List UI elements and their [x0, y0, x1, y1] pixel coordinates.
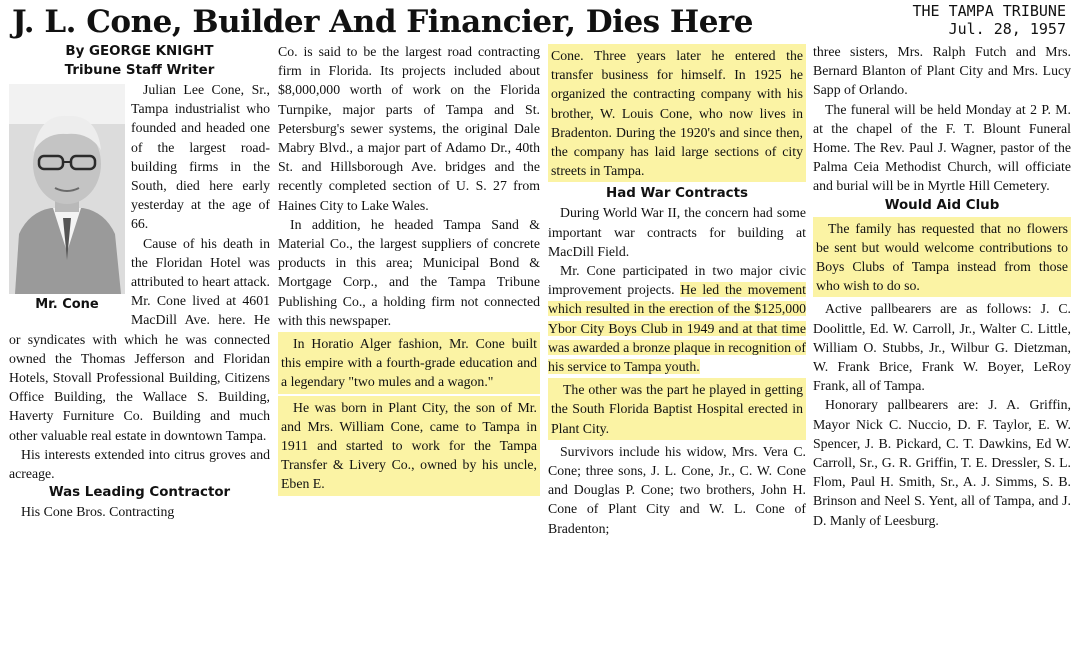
subhead-leading-contractor: Was Leading Contractor [48, 485, 231, 501]
col3-paragraph-5: Survivors include his widow, Mrs. Vera C. Cone; three sons, J. L. Cone, Jr., C. W. Cone and Douglas P. Cone; two brothers, John H. Cone of Plant City and W. L. Cone of Bradenton; [548, 443, 806, 536]
col3-paragraph-3a: Mr. Cone participated in two major civic improvement projects. [548, 263, 806, 298]
article-column-4 [813, 42, 1071, 646]
col4-paragraph-1: three sisters, Mrs. Ralph Futch and Mrs. Bernard Blanton of Plant City and Mrs. Lucy Sapp of Orlando. [813, 44, 1071, 98]
col4-paragraph-4: Active pallbearers are as follows: J. C. Doolittle, Ed. W. Carroll, Jr., Walter C. Little, William O. Stubbs, Jr., Wilbur G. Dietzman, W. Frank Brice, Frank W. Boyer, LeRoy Frank, all of Tampa. [813, 301, 1071, 394]
col3-paragraph-3b-highlight: He led the movement which resulted in the erection of the $125,000 Ybor City Boys Club in 1949 and at that time was awarded a bronze plaque in recognition of his service to Tampa youth. [548, 282, 806, 375]
article-column-2 [278, 42, 540, 646]
col2-paragraph-4: He was born in Plant City, the son of Mr. and Mrs. William Cone, came to Tampa in 1911 and started to work for the Tampa Transfer & Livery Co., owned by his uncle, Eben E. [281, 399, 537, 492]
subhead-aid-club: Would Aid Club [884, 197, 1000, 213]
col4-paragraph-5: Honorary pallbearers are: J. A. Griffin, Mayor Nick C. Nuccio, D. F. Taylor, E. W. Spencer, J. B. Pickard, C. T. Dawkins, Ed W. Carroll, Sr., G. R. Griffin, T. E. Dressler, S. L. Flom, Paul H. Smith, Sr., A. J. Simms, S. B. Brinson and Neel S. Yent, all of Tampa, and J. D. Manly of Leesburg. [813, 397, 1071, 528]
subhead-war-contracts: Had War Contracts [606, 186, 748, 202]
col1-paragraph-3: His interests extended into citrus groves and acreage. [9, 446, 270, 482]
portrait-photo [9, 84, 125, 294]
col3-paragraph-1: Cone. Three years later he entered the transfer business for himself. In 1925 he organized the contracting company with his brother, W. Louis Cone, who now lives in Bradenton. During the 1920's and since then, the company has laid large sections of city streets in Tampa. [551, 48, 803, 179]
article-column-3 [548, 42, 806, 646]
col1-paragraph-4: His Cone Bros. Contracting [21, 504, 175, 520]
portrait-illustration [9, 84, 125, 294]
col2-paragraph-3: In Horatio Alger fashion, Mr. Cone built this empire with a fourth-grade education and a legendary "two mules and a wagon." [281, 336, 537, 390]
col3-paragraph-2: During World War II, the concern had some important war contracts for building at MacDill Field. [548, 205, 806, 259]
col4-paragraph-2: The funeral will be held Monday at 2 P. M. at the chapel of the F. T. Blount Funeral Home. The Rev. Paul J. Wagner, pastor of the Palma Ceia Methodist Church, will officiate and burial will be in Myrtle Hill Cemetery. [813, 101, 1071, 194]
publication-date: Jul. 28, 1957 [948, 20, 1066, 38]
highlight-block-flowers [813, 217, 1071, 298]
col2-paragraph-2: In addition, he headed Tampa Sand & Material Co., the largest suppliers of concrete products in this area; Municipal Bond & Mortgage Corp., and the Tampa Tribune Publishing Co., a holding firm not connected with this newspaper. [278, 216, 540, 328]
headline: J. L. Cone, Builder And Financier, Dies Here [12, 4, 753, 40]
portrait-figure [9, 84, 125, 314]
masthead [830, 2, 1066, 38]
byline-role: Tribune Staff Writer [64, 63, 215, 78]
col3-paragraph-3 [548, 261, 806, 376]
highlight-block-hospital [548, 378, 806, 440]
photo-caption: Mr. Cone [35, 297, 99, 312]
newspaper-name: THE TAMPA TRIBUNE [912, 2, 1066, 20]
col2-paragraph-1: Co. is said to be the largest road contracting firm in Florida. Its projects included about $8,000,000 worth of work on the Florida Turnpike, major parts of Tampa and St. Petersburg's sewer systems, the original Dale Mabry Blvd., a major part of Adamo Dr., 40th St. and Hillsborough Ave. bridges and the recently completed section of U. S. 27 from Haines City to Lake Wales. [278, 44, 540, 213]
col3-paragraph-4: The other was the part he played in getting the South Florida Baptist Hospital erected in Plant City. [551, 382, 803, 436]
col1-paragraph-2: Cause of his death in the Floridan Hotel was attributed to heart attack. Mr. Cone lived at 4601 MacDill Ave. here. He or syndicates with which he was connected owned the Thomas Jefferson and Floridan Hotels, Stovall Professional Building, Citizens Office Building, the Wallace S. Building, Haverty Furniture Co. Building and much other valuable real estate in downtown Tampa. [9, 235, 270, 443]
article-column-1 [9, 42, 270, 646]
highlight-block-horatio [278, 332, 540, 394]
col4-paragraph-3: The family has requested that no flowers be sent but would welcome contributions to Boys Clubs of Tampa instead from those who wish to do so. [816, 220, 1068, 294]
highlight-block-born [278, 396, 540, 496]
col1-paragraph-1: Julian Lee Cone, Sr., Tampa industrialist who founded and headed one of the largest road-building firms in the South, died here early yesterday at the age of 66. [131, 82, 270, 232]
highlight-block-transfer [548, 44, 806, 182]
byline-author: By GEORGE KNIGHT [65, 44, 214, 59]
